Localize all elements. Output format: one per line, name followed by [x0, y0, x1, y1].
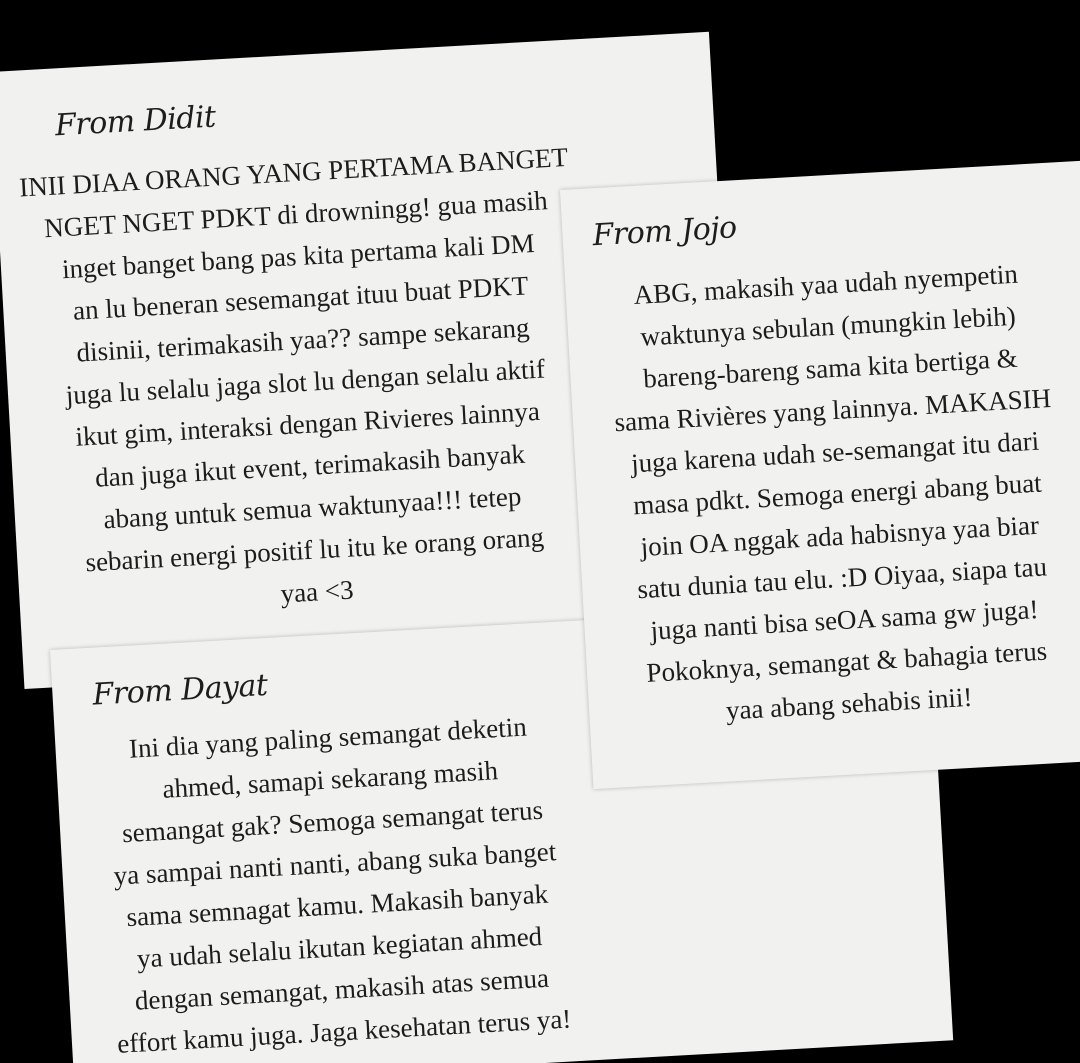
card-message	[575, 249, 1080, 738]
message-line: sama Rivières yang lainnya. MAKASIH	[613, 382, 1052, 438]
message-line: juga nanti bisa seOA sama gw juga!	[649, 593, 1040, 646]
message-line: disinii, terimakasih yaa?? sampe sekarang	[75, 312, 531, 368]
message-line: abang untuk semua waktunyaa!!! tetep	[102, 481, 523, 535]
message-line: semangat gak? Semoga semangat terus	[121, 794, 544, 849]
message-line: INII DIAA ORANG YANG PERTAMA BANGET	[18, 141, 569, 203]
message-line: an lu beneran sesemangat ituu buat PDKT	[72, 270, 530, 326]
message-line: Pokoknya, semangat & bahagia terus	[645, 635, 1048, 688]
card-message	[15, 136, 595, 628]
card-message	[75, 703, 598, 1063]
message-line: dan juga ikut event, terimakasih banyak	[94, 438, 526, 493]
message-line: ya sampai nanti nanti, abang suka banget	[112, 836, 557, 891]
message-line: sama semnagat kamu. Makasih banyak	[125, 878, 549, 933]
note-card-jojo	[560, 160, 1080, 789]
message-line: dengan semangat, makasih atas semua	[134, 962, 550, 1016]
card-signature: From Jojo	[591, 210, 738, 254]
message-line: masa pdkt. Semoga energi abang buat	[632, 467, 1043, 521]
message-line: NGET NGET PDKT di drowningg! gua masih	[43, 185, 549, 244]
message-line: satu dunia tau elu. :D Oiyaa, siapa tau	[636, 551, 1048, 605]
message-line: yaa <3	[279, 574, 355, 609]
message-line: inget banget bang pas kita pertama kali DM	[61, 227, 536, 285]
message-line: juga karena udah se-semangat itu dari	[630, 425, 1040, 479]
message-line: join OA nggak ada habisnya yaa biar	[639, 509, 1040, 563]
message-line: yaa abang sehabis inii!	[725, 681, 974, 726]
message-line: ABG, makasih yaa udah nyempetin	[632, 258, 1019, 311]
card-signature: From Didit	[54, 99, 217, 144]
message-line: waktunya sebulan (mungkin lebih)	[639, 300, 1017, 352]
message-line: Ini dia yang paling semangat deketin	[128, 711, 528, 764]
message-line: ya udah selalu ikutan kegiatan ahmed	[136, 921, 543, 974]
message-line: bareng-bareng sama kita bertiga &	[642, 342, 1019, 394]
message-line: sebarin energi positif lu itu ke orang orang	[84, 521, 545, 578]
message-line: juga lu selalu jaga slot lu dengan selalu aktif	[64, 353, 546, 411]
message-line: effort kamu juga. Jaga kesehatan terus ya!	[116, 1003, 573, 1059]
message-line: ikut gim, interaksi dengan Rivieres lainnya	[74, 395, 541, 452]
message-line: ahmed, samapi sekarang masih	[161, 755, 499, 804]
card-signature: From Dayat	[91, 667, 269, 713]
